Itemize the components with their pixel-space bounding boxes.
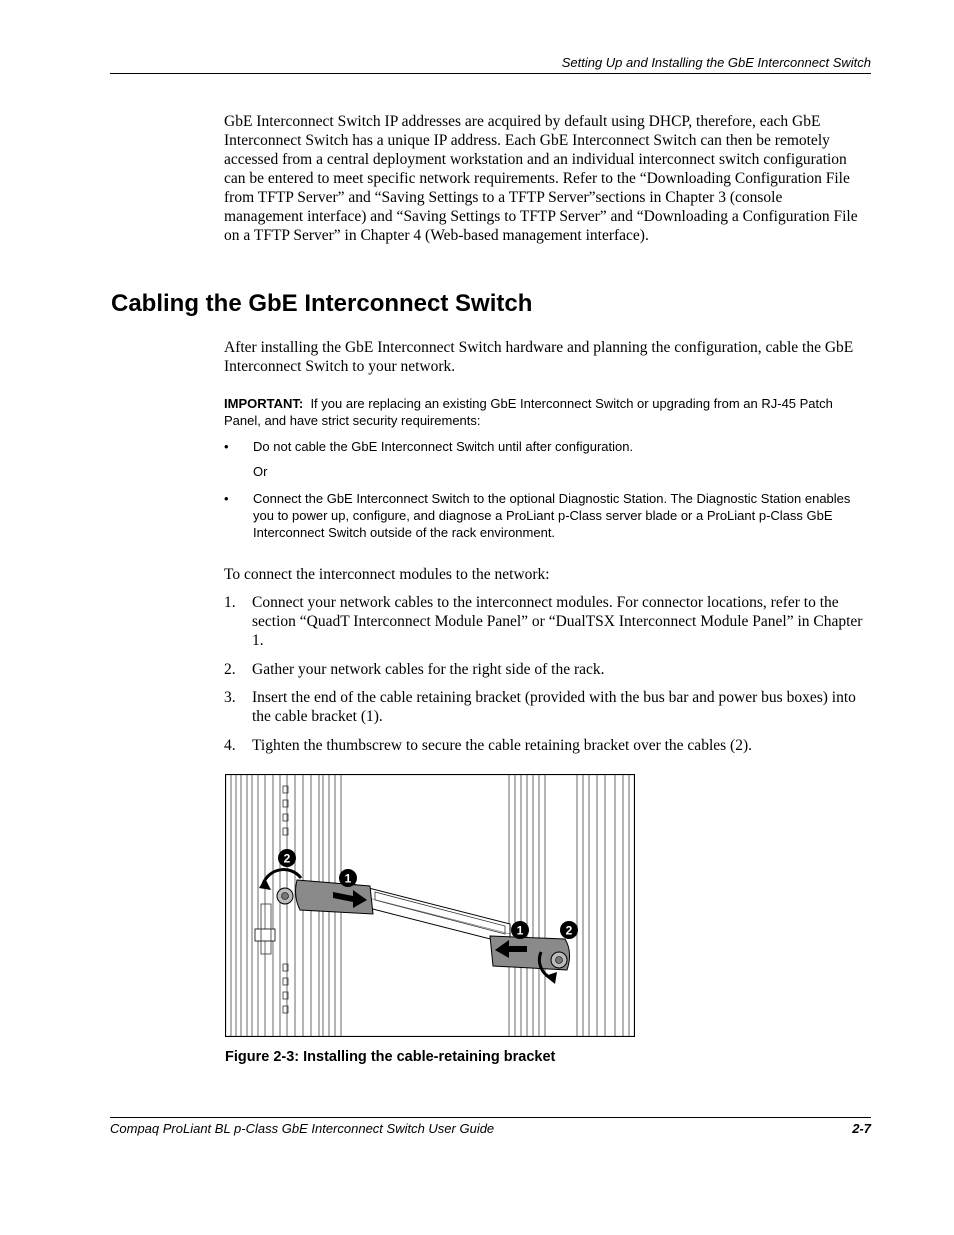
step-text: Tighten the thumbscrew to secure the cable retaining bracket over the cables (2). — [252, 737, 752, 754]
step-number: 1. — [224, 594, 236, 611]
section-intro: After installing the GbE Interconnect Switch hardware and planning the configuration, cable the GbE Interconnect Switch to your network. — [224, 339, 854, 375]
figure-caption: Figure 2-3: Installing the cable-retaining bracket — [225, 1049, 556, 1065]
important-note — [224, 395, 854, 429]
callout-label: 2 — [283, 851, 291, 866]
rack-illustration — [225, 774, 635, 1037]
step-text: Gather your network cables for the right side of the rack. — [252, 661, 605, 678]
bullet-text: Connect the GbE Interconnect Switch to the optional Diagnostic Station. The Diagnostic Station enables you to power up, configure, and diagnose a ProLiant p-Class server blade or a ProLiant p-Class GbE Interconnect Switch outside of the rack environment. — [253, 491, 851, 540]
header-rule — [110, 73, 871, 74]
footer-guide-title: Compaq ProLiant BL p-Class GbE Interconnect Switch User Guide — [110, 1121, 495, 1136]
step-number: 4. — [224, 737, 236, 754]
bullet-mark: • — [224, 491, 229, 506]
bullet-text: Do not cable the GbE Interconnect Switch until after configuration. — [253, 439, 634, 454]
step-text: Connect your network cables to the interconnect modules. For connector locations, refer to the section “QuadT Interconnect Module Panel” or “DualTSX Interconnect Module Panel” in Chapter 1. — [252, 594, 863, 649]
figure-cable-bracket — [225, 774, 635, 1037]
page-number: 2-7 — [852, 1121, 871, 1136]
or-text: Or — [253, 464, 268, 479]
section-title: Cabling the GbE Interconnect Switch — [111, 290, 533, 317]
important-text: If you are replacing an existing GbE Interconnect Switch or upgrading from an RJ-45 Patch Panel, and have strict security requirements: — [224, 396, 833, 428]
step-text: Insert the end of the cable retaining bracket (provided with the bus bar and power bus boxes) into the cable bracket (1). — [252, 689, 856, 725]
step-number: 3. — [224, 689, 236, 706]
callout-label: 2 — [565, 923, 573, 938]
callout-label: 1 — [516, 923, 524, 938]
important-label: IMPORTANT: — [224, 396, 304, 411]
footer-rule — [110, 1117, 871, 1118]
intro-paragraph: GbE Interconnect Switch IP addresses are acquired by default using DHCP, therefore, each GbE Interconnect Switch has a unique IP address. Each GbE Interconnect Switch can then be remotely accessed from a central deployment workstation and an individual interconnect switch configuration can be entered to meet specific network requirements. Refer to the “Downloading Configuration File from TFTP Server” and “Saving Settings to a TFTP Server”sections in Chapter 3 (console management interface) and “Saving Settings to TFTP Server” and “Downloading a Configuration File on a TFTP Server” in Chapter 4 (Web-based management interface). — [224, 113, 858, 244]
step-number: 2. — [224, 661, 236, 678]
steps-intro: To connect the interconnect modules to the network: — [224, 566, 550, 583]
running-header: Setting Up and Installing the GbE Interconnect Switch — [561, 55, 871, 70]
callout-label: 1 — [344, 871, 352, 886]
bullet-mark: • — [224, 439, 229, 454]
